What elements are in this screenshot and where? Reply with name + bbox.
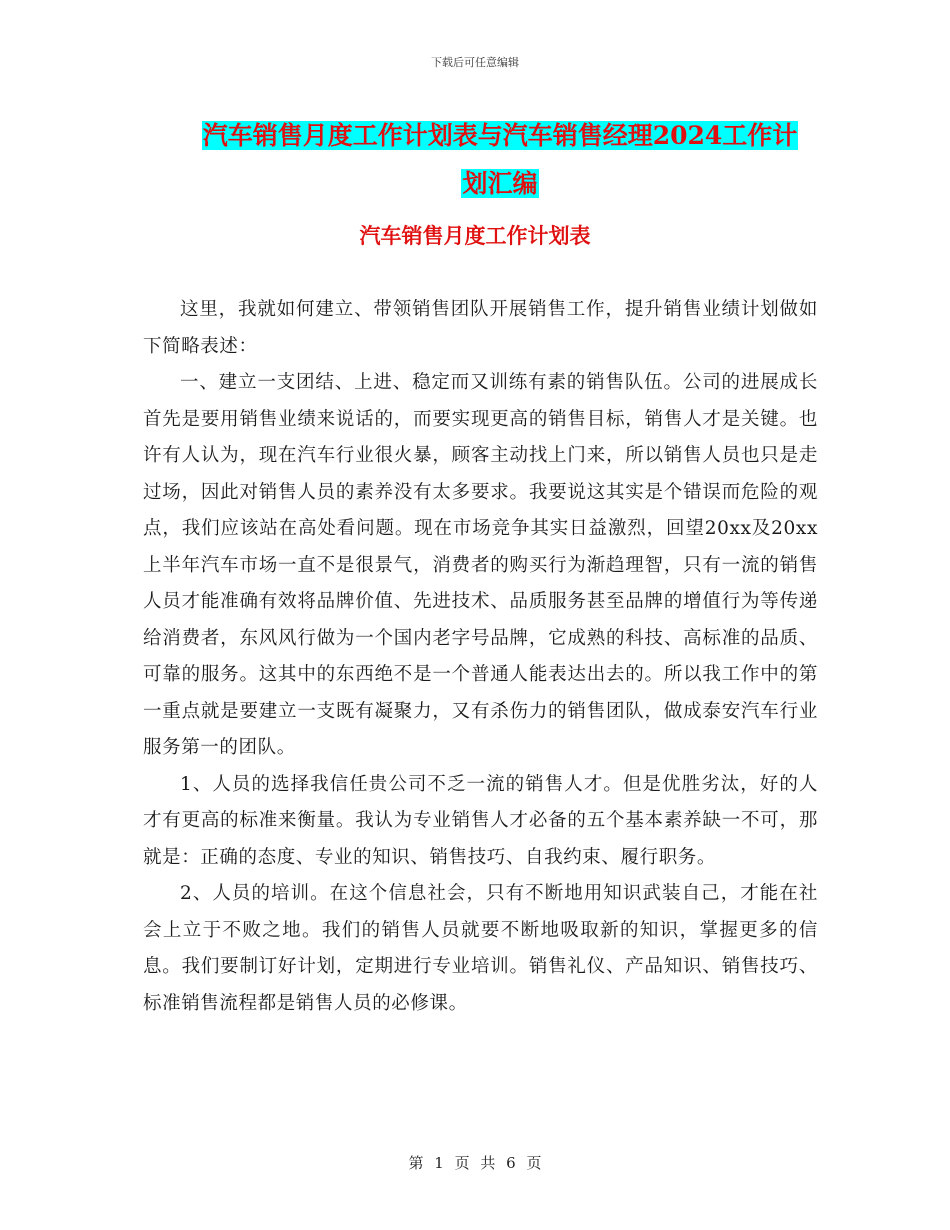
paragraph-personnel-selection: 1、人员的选择我信任贵公司不乏一流的销售人才。但是优胜劣汰，好的人才有更高的标准来衡量。我认为专业销售人才必备的五个基本素养缺一不可，那就是：正确的态度、专业的知识、销售技巧、自我约束、履行职务。 [143, 773, 818, 868]
document-title-line-1: 汽车销售月度工作计划表与汽车销售经理2024工作计 [202, 121, 798, 150]
page-footer: 第 1 页 共 6 页 [408, 1154, 542, 1172]
paragraph-point-one: 一、建立一支团结、上进、稳定而又训练有素的销售队伍。公司的进展成长首先是要用销售业绩来说话的，而要实现更高的销售目标，销售人才是关键。也许有人认为，现在汽车行业很火暴，顾客主动找上门来，所以销售人员也只是走过场，因此对销售人员的素养没有太多要求。我要说这其实是个错误而危险的观点，我们应该站在高处看问题。现在市场竞争其实日益激烈，回望20xx及20xx上半年汽车市场一直不是很景气，消费者的购买行为渐趋理智，只有一流的销售人员才能准确有效将品牌价值、先进技术、品质服务甚至品牌的增值行为等传递给消费者，东风风行做为一个国内老字号品牌，它成熟的科技、高标准的品质、可靠的服务。这其中的东西绝不是一个普通人能表达出去的。所以我工作中的第一重点就是要建立一支既有凝聚力，又有杀伤力的销售团队，做成泰安汽车行业服务第一的团队。 [143, 372, 818, 758]
body-text [143, 292, 818, 1022]
header-note: 下载后可任意编辑 [431, 56, 519, 69]
paragraph-personnel-training: 2、人员的培训。在这个信息社会，只有不断地用知识武装自己，才能在社会上立于不败之地。我们的销售人员就要不断地吸取新的知识，掌握更多的信息。我们要制订好计划，定期进行专业培训。销售礼仪、产品知识、销售技巧、标准销售流程都是销售人员的必修课。 [143, 883, 818, 1014]
paragraph-intro: 这里，我就如何建立、带领销售团队开展销售工作，提升销售业绩计划做如下简略表述： [143, 299, 818, 357]
document-title-line-2: 划汇编 [462, 169, 538, 198]
document-title [140, 112, 860, 208]
section-title: 汽车销售月度工作计划表 [359, 223, 591, 248]
